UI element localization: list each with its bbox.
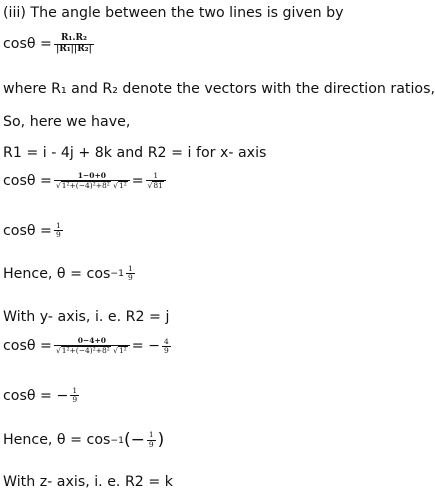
eq5-equals: = − (131, 338, 161, 355)
eq2-result-fraction (146, 172, 166, 191)
eq1-denominator: |R₁||R₂| (55, 43, 92, 54)
eq7-denominator: 9 (148, 439, 154, 449)
z-axis-text: With z- axis, i. e. R2 = k (3, 474, 173, 490)
theta-x-axis-result (3, 265, 137, 283)
eq5-result-num: 4 (164, 336, 169, 346)
cos-theta-one-ninth (3, 222, 65, 240)
eq5-fraction (54, 337, 130, 356)
eq5-result-den: 9 (164, 345, 169, 355)
eq3-denominator: 9 (55, 230, 61, 240)
cos-theta-y-axis (3, 337, 173, 356)
eq1-fraction (54, 34, 94, 55)
theta-y-axis-result (3, 430, 164, 450)
intro-text: (iii) The angle between the two lines is given by (3, 5, 344, 21)
eq5-numerator: 0−4+0 (77, 336, 106, 345)
eq3-lhs: cosθ = (3, 222, 52, 239)
eq6-fraction (70, 387, 79, 405)
eq2-fraction (54, 172, 130, 191)
eq1-lhs: cosθ = (3, 36, 52, 53)
vectors-definition: R1 = i - 4j + 8k and R2 = i for x- axis (3, 145, 267, 161)
so-here-text: So, here we have, (3, 114, 131, 130)
cos-theta-formula (3, 34, 96, 55)
eq7-fraction (147, 431, 156, 449)
eq2-denominator: √1²+(−4)²+8² √1² (55, 181, 127, 191)
eq7-sup: −1 (110, 434, 124, 446)
y-axis-text: With y- axis, i. e. R2 = j (3, 309, 170, 325)
eq2-numerator: 1−0+0 (77, 171, 106, 180)
eq2-result-radicand: 81 (153, 181, 163, 191)
eq7-open: (− (124, 430, 145, 450)
eq7-lhs: Hence, θ = cos (3, 432, 111, 448)
eq4-lhs: Hence, θ = cos (3, 265, 111, 282)
eq2-den-radicand: 1²+(−4)²+8² (61, 181, 110, 191)
eq4-fraction (126, 265, 135, 283)
eq3-fraction (54, 222, 63, 240)
eq1-numerator: R₁.R₂ (60, 33, 87, 43)
eq5-denominator: √1²+(−4)²+8² √1² (55, 346, 127, 356)
eq6-denominator: 9 (72, 395, 78, 405)
eq4-denominator: 9 (128, 273, 133, 283)
eq2-equals: = (131, 173, 144, 190)
cos-theta-neg-one-ninth (3, 387, 81, 405)
cos-theta-x-axis (3, 172, 168, 191)
eq5-result-fraction (162, 338, 171, 356)
eq2-den-radicand2: 1² (118, 181, 127, 191)
eq2-lhs: cosθ = (3, 173, 52, 190)
eq4-sup: −1 (110, 268, 124, 280)
vectors-description: where R₁ and R₂ denote the vectors with the direction ratios, (3, 81, 435, 97)
eq2-result-num: 1 (153, 171, 159, 180)
eq6-lhs: cosθ = − (3, 387, 69, 404)
eq5-lhs: cosθ = (3, 338, 52, 355)
eq5-den-radicand2: 1² (118, 346, 127, 356)
eq4-numerator: 1 (128, 264, 133, 273)
eq6-numerator: 1 (72, 386, 78, 395)
eq7-numerator: 1 (148, 430, 154, 440)
eq7-close: ) (157, 430, 165, 450)
eq5-den-radicand: 1²+(−4)²+8² (61, 346, 110, 356)
eq3-numerator: 1 (55, 221, 61, 230)
eq2-result-den: √81 (147, 181, 163, 191)
